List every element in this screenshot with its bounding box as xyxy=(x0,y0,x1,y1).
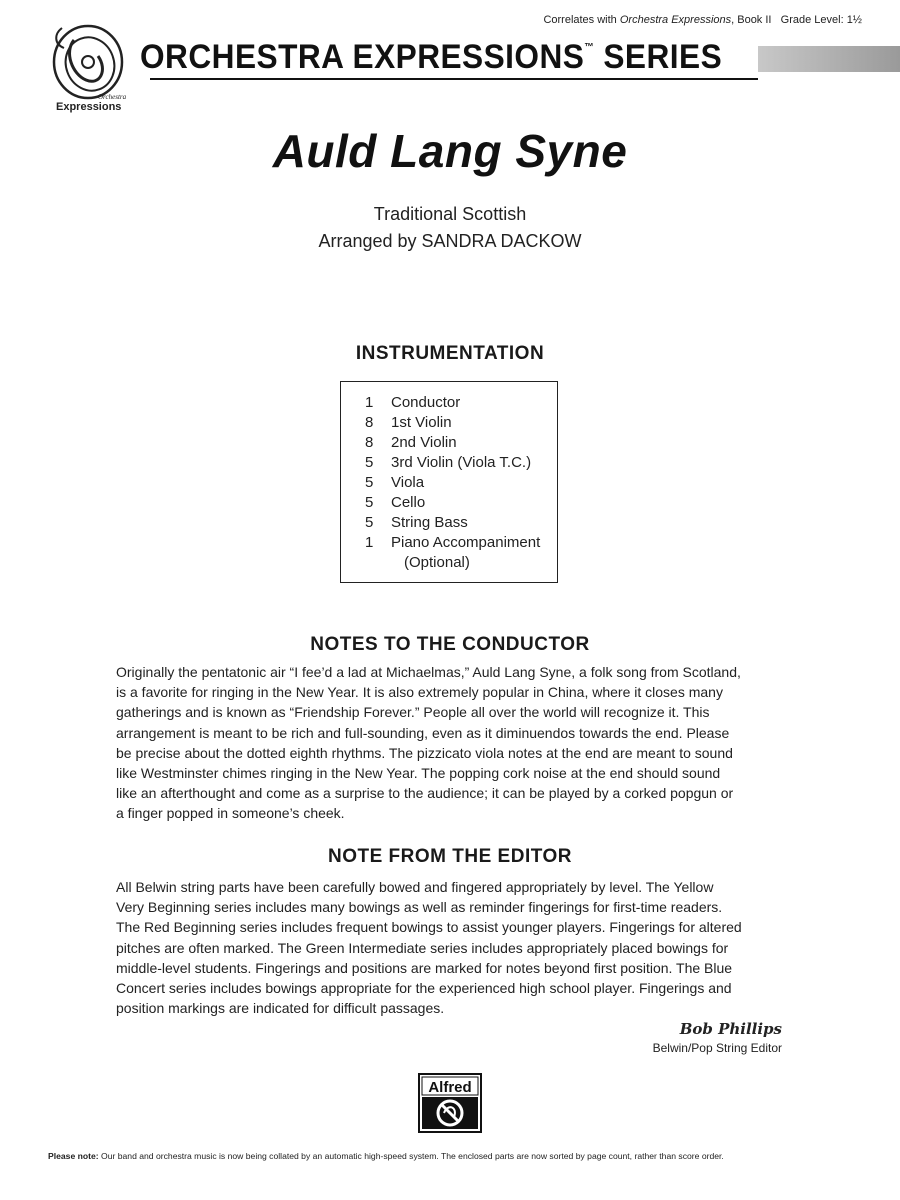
editor-signature: Bob Phillips xyxy=(679,1020,782,1038)
series-name: ORCHESTRA EXPRESSIONS xyxy=(140,38,585,76)
item-name: String Bass xyxy=(391,514,468,531)
editor-paragraph xyxy=(116,877,784,1018)
editor-line: Very Beginning series includes many bowings as well as reminder fingerings for first-time readers. xyxy=(116,899,723,916)
orchestra-expressions-logo xyxy=(44,22,126,114)
item-quantity: 5 xyxy=(365,454,374,471)
composer-credit: Traditional Scottish xyxy=(373,204,527,224)
arranger-credit: Arranged by SANDRA DACKOW xyxy=(318,231,582,251)
footer-note xyxy=(48,1151,724,1161)
correlates-book: Orchestra Expressions xyxy=(619,14,732,26)
notes-line: arrangement is meant to be rich and full-sounding, even as it diminuendos towards the end. Please xyxy=(116,724,730,741)
instrumentation-item xyxy=(365,394,460,411)
item-quantity: 8 xyxy=(365,414,374,431)
series-word: SERIES xyxy=(603,38,723,76)
item-optional-note: (Optional) xyxy=(404,554,470,571)
editor-line: All Belwin string parts have been carefully bowed and fingered appropriately by level. The Yellow xyxy=(116,879,714,895)
editor-line: position markings are indicated for difficult passages. xyxy=(116,1000,445,1017)
item-quantity: 1 xyxy=(365,534,374,551)
instrumentation-heading: INSTRUMENTATION xyxy=(355,343,545,364)
item-name: 2nd Violin xyxy=(391,434,457,451)
instrumentation-item xyxy=(365,514,468,531)
series-title xyxy=(140,38,722,77)
item-name: Piano Accompaniment xyxy=(391,534,541,551)
notes-line: gatherings and is known as “Friendship Forever.” People all over the world will recognize it. This xyxy=(116,704,710,721)
editor-line: pitches are often marked. The Green Intermediate series includes appropriately placed bowings for xyxy=(116,939,729,956)
notes-line: Originally the pentatonic air “I fee’d a lad at Michaelmas,” Auld Lang Syne, a folk song from Scotland, xyxy=(116,664,741,680)
instrumentation-item xyxy=(365,494,425,511)
notes-line: like an afterthought and come as a surprise to the audience; it can be played by a corked popgun or xyxy=(116,785,734,802)
item-name: 1st Violin xyxy=(391,414,452,431)
footer-label: Please note: xyxy=(48,1151,99,1161)
instrumentation-item xyxy=(365,534,540,551)
item-quantity: 5 xyxy=(365,474,374,491)
publisher-name: Alfred xyxy=(428,1079,472,1096)
editor-heading: NOTE FROM THE EDITOR xyxy=(328,846,572,867)
item-quantity: 8 xyxy=(365,434,374,451)
item-name: Conductor xyxy=(391,394,461,411)
editor-line: The Red Beginning series includes frequent bowings to assist younger players. Fingerings for altered xyxy=(116,919,742,936)
item-quantity: 1 xyxy=(365,394,374,411)
notes-paragraph xyxy=(116,662,784,824)
logo-text-top: Orchestra xyxy=(98,93,126,101)
item-quantity: 5 xyxy=(365,494,374,511)
editor-line: middle-level students. Fingerings and positions are marked for notes beyond first position. The Blue xyxy=(116,959,733,976)
song-title: Auld Lang Syne xyxy=(272,125,628,177)
grade-level: Grade Level: 1½ xyxy=(780,14,862,26)
item-name: Viola xyxy=(391,474,425,491)
item-name: Cello xyxy=(391,494,426,511)
footer-text: Our band and orchestra music is now being collated by an automatic high-speed system. The enclosed parts are now sorted by page count, rather than score order. xyxy=(98,1151,724,1161)
notes-heading: NOTES TO THE CONDUCTOR xyxy=(310,634,590,655)
logo-text-bottom: Expressions xyxy=(56,101,122,113)
notes-line: like Westminster chimes ringing in the New Year. The popping cork noise at the end should sound xyxy=(116,765,721,782)
instrumentation-item xyxy=(365,434,457,451)
correlates-prefix: Correlates with xyxy=(543,14,620,26)
instrumentation-list xyxy=(340,381,558,583)
alfred-logo xyxy=(418,1073,482,1133)
editor-title: Belwin/Pop String Editor xyxy=(652,1041,782,1055)
header-gray-band xyxy=(758,46,900,72)
instrumentation-item xyxy=(365,474,424,491)
correlates-suffix: , Book II xyxy=(731,14,772,26)
correlates-note xyxy=(543,14,862,26)
notes-line: is a favorite for ringing in the New Year. It is also extremely popular in China, where it closes many xyxy=(116,684,723,701)
item-name: 3rd Violin (Viola T.C.) xyxy=(391,454,532,471)
trademark-mark: ™ xyxy=(584,42,595,53)
editor-line: Concert series includes bowings appropriate for the experienced high school player. Fingerings and xyxy=(116,980,732,997)
notes-line: be precise about the dotted eighth rhythms. The pizzicato viola notes at the end are meant to sound xyxy=(116,744,733,761)
instrumentation-item xyxy=(365,454,531,471)
notes-line: a finger popped in someone’s cheek. xyxy=(116,805,345,822)
header-rule xyxy=(150,78,758,80)
instrumentation-item xyxy=(365,414,452,431)
item-quantity: 5 xyxy=(365,514,374,531)
